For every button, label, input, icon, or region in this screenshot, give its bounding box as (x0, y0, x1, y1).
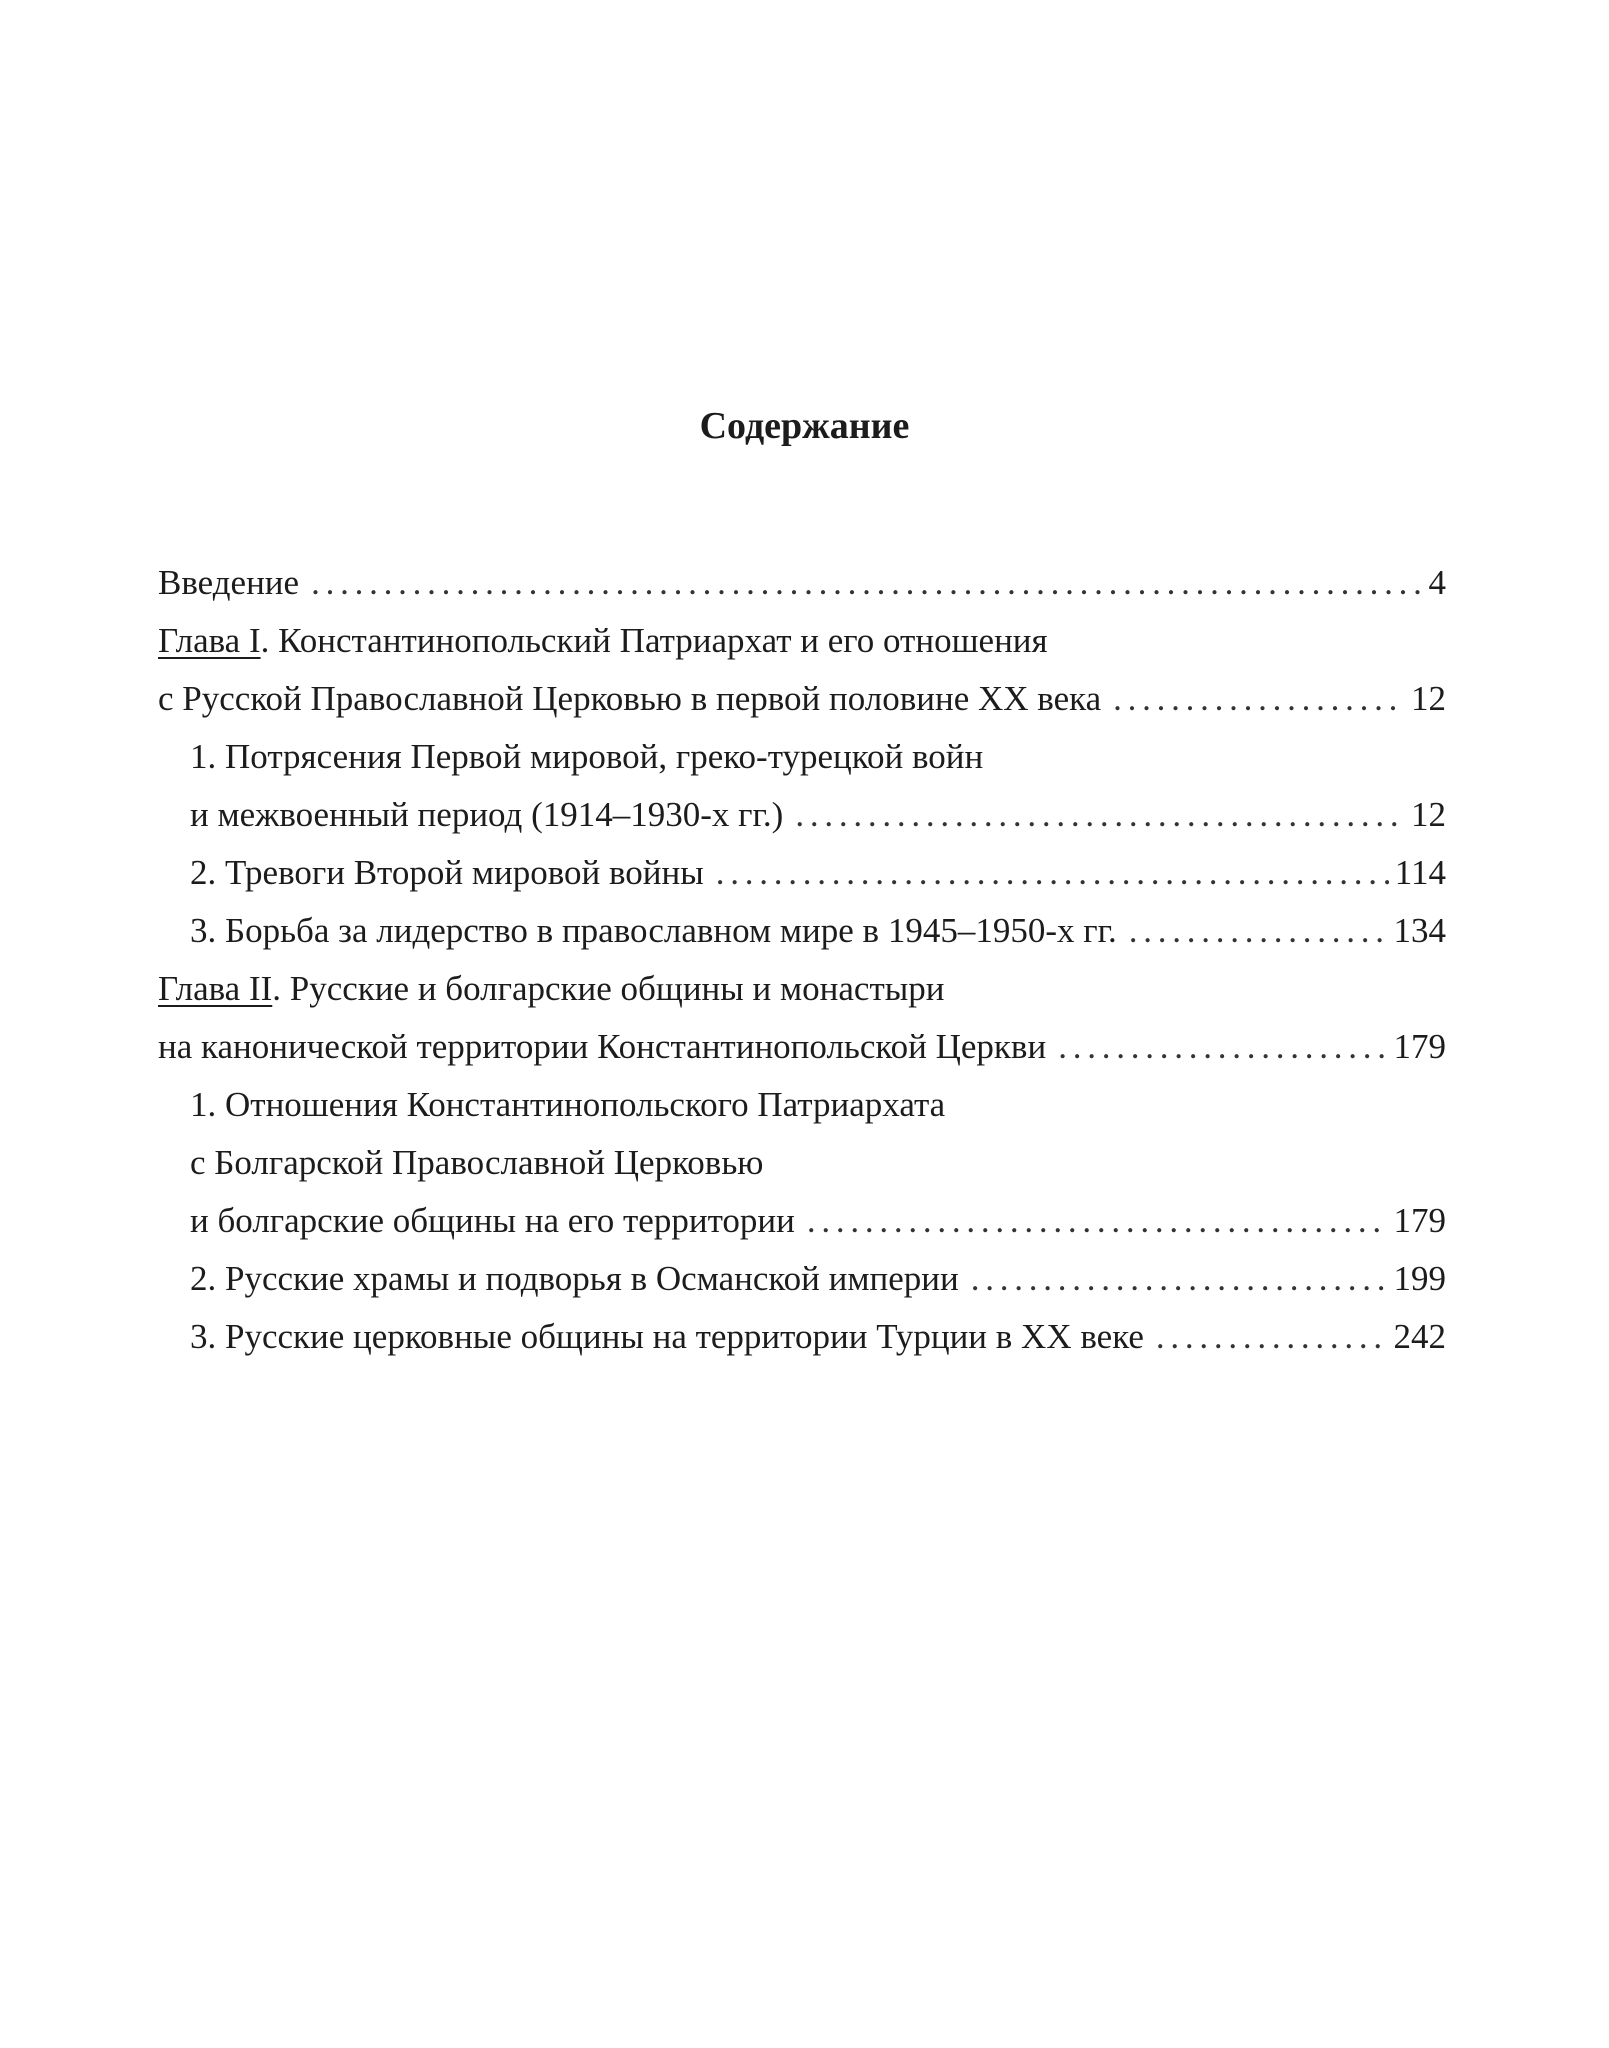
dot-leader (1129, 902, 1388, 960)
toc-entry-title: 3. Борьба за лидерство в православном мире в 1945–1950-х гг. (190, 911, 1117, 950)
toc-entry-line (190, 1250, 1446, 1308)
toc-entry-line: с Болгарской Православной Церковью (190, 1143, 764, 1182)
dot-leader (716, 844, 1389, 902)
toc-page-number: 12 (1411, 795, 1446, 834)
toc-entry-line (158, 612, 1446, 670)
toc-page-number: 179 (1393, 1027, 1446, 1066)
toc-entry-section-2-3[interactable] (158, 1308, 1446, 1366)
toc-page-number: 4 (1428, 563, 1446, 602)
dot-leader (1113, 670, 1405, 728)
toc-page-number: 134 (1393, 911, 1446, 950)
toc-entry-title: и межвоенный период (1914–1930-х гг.) (190, 795, 784, 834)
toc-entry-title: и болгарские общины на его территории (190, 1201, 795, 1240)
toc-page-number: 242 (1393, 1317, 1446, 1356)
toc-entry-section-1-1[interactable] (158, 728, 1446, 844)
dot-leader (1156, 1308, 1388, 1366)
toc-entry-section-1-3[interactable] (158, 902, 1446, 960)
toc-entry-introduction[interactable] (158, 554, 1446, 612)
toc-entry-line (158, 960, 1446, 1018)
toc-entry-line (190, 844, 1446, 902)
chapter-title: . Константинопольский Патриархат и его отношения (260, 621, 1048, 660)
toc-entry-line (190, 1308, 1446, 1366)
toc-entry-line (190, 902, 1446, 960)
toc-page-number: 179 (1393, 1201, 1446, 1240)
toc-entry-title: на канонической территории Константинопольской Церкви (158, 1027, 1047, 1066)
toc-entry-title: Введение (158, 563, 300, 602)
toc-entry-title: с Русской Православной Церковью в первой половине XX века (158, 679, 1102, 718)
toc-page-number: 114 (1394, 853, 1446, 892)
toc-entry-line (158, 670, 1446, 728)
dot-leader (971, 1250, 1388, 1308)
toc-entry-chapter-2[interactable] (158, 960, 1446, 1076)
table-of-contents (158, 554, 1446, 1366)
toc-entry-line (190, 786, 1446, 844)
dot-leader (311, 554, 1422, 612)
toc-entry-line (158, 1018, 1446, 1076)
toc-entry-section-2-1[interactable] (158, 1076, 1446, 1250)
toc-entry-line: 1. Потрясения Первой мировой, греко-турецкой войн (190, 737, 984, 776)
toc-entry-line (158, 554, 1446, 612)
page-title: Содержание (699, 405, 910, 447)
toc-entry-title: 3. Русские церковные общины на территории Турции в XX веке (190, 1317, 1144, 1356)
chapter-label: Глава II (158, 969, 273, 1008)
toc-entry-section-1-2[interactable] (158, 844, 1446, 902)
dot-leader (795, 786, 1405, 844)
toc-entry-line: 1. Отношения Константинопольского Патриархата (190, 1085, 946, 1124)
toc-entry-line (190, 1192, 1446, 1250)
toc-page-number: 199 (1393, 1259, 1446, 1298)
dot-leader (1058, 1018, 1387, 1076)
toc-entry-title: 2. Тревоги Второй мировой войны (190, 853, 704, 892)
toc-entry-section-2-2[interactable] (158, 1250, 1446, 1308)
chapter-label: Глава I (158, 621, 261, 660)
toc-page-number: 12 (1411, 679, 1446, 718)
toc-entry-chapter-1[interactable] (158, 612, 1446, 728)
dot-leader (807, 1192, 1388, 1250)
toc-entry-title: 2. Русские храмы и подворья в Османской империи (190, 1259, 959, 1298)
chapter-title: . Русские и болгарские общины и монастыри (272, 969, 945, 1008)
